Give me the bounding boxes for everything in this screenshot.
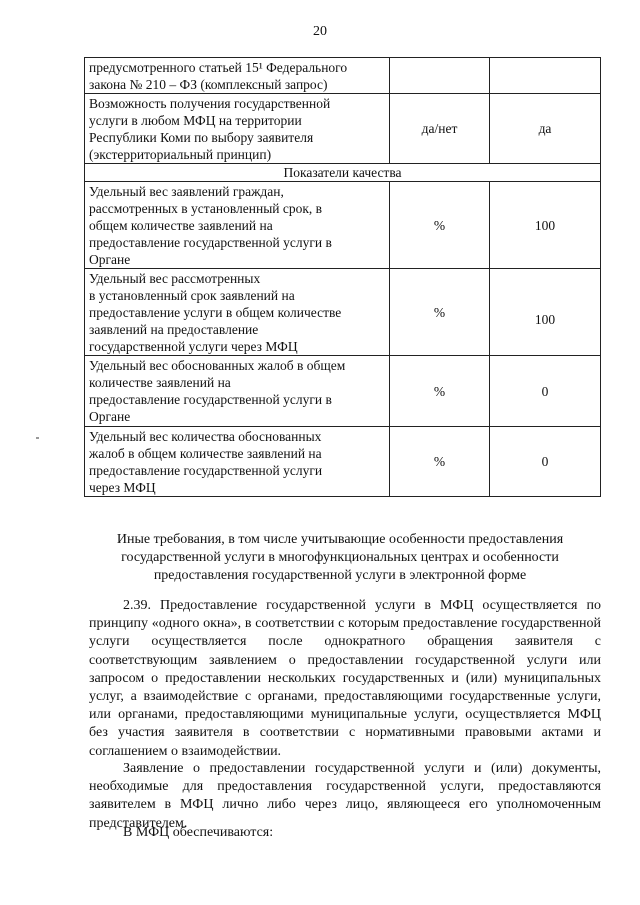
table-row bbox=[85, 356, 601, 427]
indicator-name: предусмотренного статьей 15¹ Федерального закона № 210 – ФЗ (комплексный запрос) bbox=[89, 59, 348, 92]
indicator-name-cell bbox=[85, 94, 390, 164]
section-heading: Иные требования, в том числе учитывающие особенности предоставления государственной услуги в многофункциональных центрах и особенности предоставления государственной услуги в электронной форме bbox=[116, 532, 564, 583]
table-row bbox=[85, 182, 601, 269]
section-title: Показатели качества bbox=[85, 164, 601, 182]
paragraph-2-39: 2.39. Предоставление государственной услуги в МФЦ осуществляется по принципу «одного окна», в соответствии с которым предоставление государственной услуги осуществляется после однократного обращения заявителя с соответствующим заявлением о предоставлении государственной услуги или запросом о предоставлении нескольких государственных и (или) муниципальных услуг, а взаимодействие с органами, предоставляющими государственные услуги, или органами, предоставляющими муниципальные услуги, осуществляется МФЦ без участия заявителя в соответствии с нормативными правовыми актами и соглашением о взаимодействии. bbox=[89, 598, 601, 759]
value-cell: да bbox=[490, 94, 601, 164]
value-cell bbox=[490, 58, 601, 94]
scan-speck bbox=[36, 437, 39, 439]
unit-cell: % bbox=[390, 182, 490, 269]
indicator-name-cell bbox=[85, 427, 390, 497]
table-row bbox=[85, 94, 601, 164]
indicator-name: Удельный вес рассмотренных в установленный срок заявлений на предоставление услуги в общем количестве заявлений на предоставление государственной услуги через МФЦ bbox=[89, 270, 342, 354]
value-cell: 100 bbox=[490, 182, 601, 269]
indicator-name-cell bbox=[85, 356, 390, 427]
page-number: 20 bbox=[313, 24, 327, 39]
table-section-row bbox=[85, 164, 601, 182]
indicator-name-cell bbox=[85, 269, 390, 356]
unit-cell: да/нет bbox=[390, 94, 490, 164]
indicator-name: Возможность получения государственной услуги в любом МФЦ на территории Республики Коми по выбору заявителя (экстерриториальный принцип) bbox=[89, 95, 331, 162]
unit-cell: % bbox=[390, 356, 490, 427]
indicator-name: Удельный вес количества обоснованных жалоб в общем количестве заявлений на предоставление государственной услуги через МФЦ bbox=[89, 428, 323, 495]
indicator-name-cell bbox=[85, 58, 390, 94]
quality-indicators-table bbox=[84, 57, 601, 497]
indicator-name: Удельный вес обоснованных жалоб в общем количестве заявлений на предоставление государственной услуги в Органе bbox=[89, 358, 346, 424]
value-cell: 0 bbox=[490, 356, 601, 427]
indicator-name-cell bbox=[85, 182, 390, 269]
unit-cell: % bbox=[390, 427, 490, 497]
paragraph-mfc-provides: В МФЦ обеспечиваются: bbox=[123, 825, 274, 840]
unit-cell: % bbox=[390, 269, 490, 356]
table-row bbox=[85, 58, 601, 94]
value-cell: 100 bbox=[490, 269, 601, 356]
unit-cell bbox=[390, 58, 490, 94]
value-cell: 0 bbox=[490, 427, 601, 497]
indicator-name: Удельный вес заявлений граждан, рассмотренных в установленный срок, в общем количестве заявлений на предоставление государственной услуги в Органе bbox=[89, 183, 332, 267]
paragraph-application: Заявление о предоставлении государственной услуги и (или) документы, необходимые для предоставления государственной услуги, предоставляются заявителем в МФЦ лично либо через лицо, являющееся его уполномоченным представителем. bbox=[89, 761, 601, 831]
table-row bbox=[85, 269, 601, 356]
table-row bbox=[85, 427, 601, 497]
